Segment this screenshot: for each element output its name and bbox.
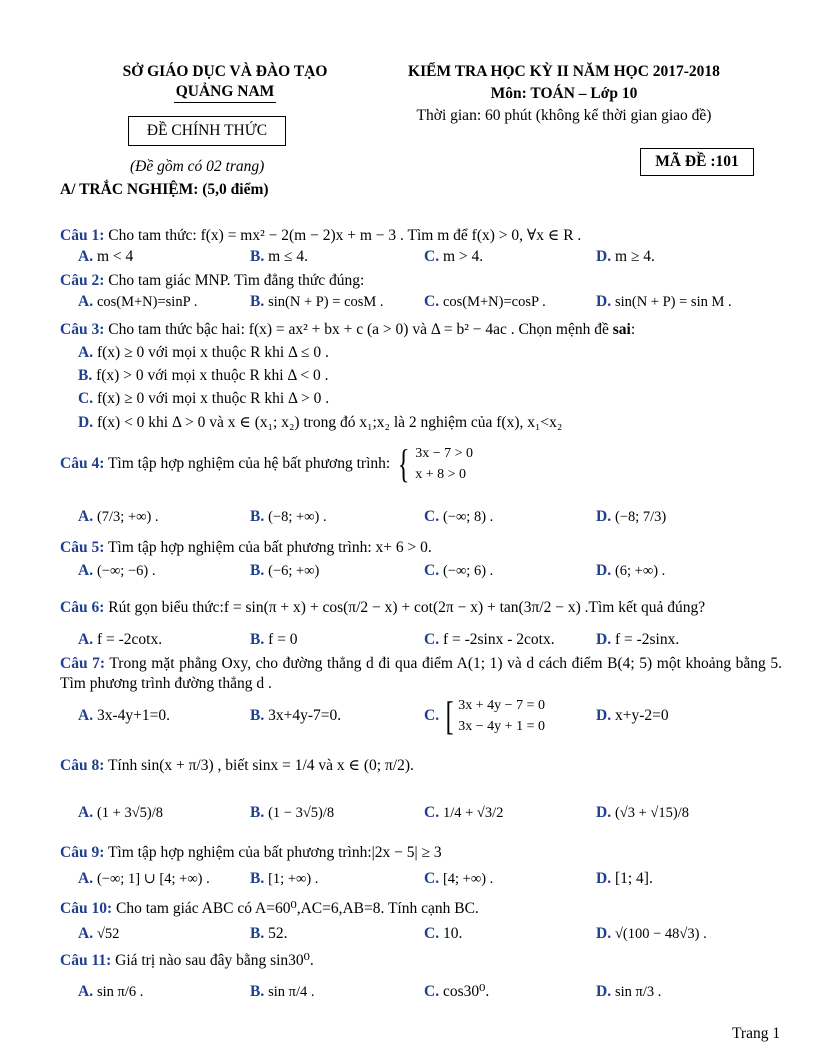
page-number: Trang 1 — [732, 1025, 781, 1042]
exam-subject: Môn: TOÁN – Lớp 10 — [490, 85, 638, 102]
option-b: B. 3x+4y-7=0. — [250, 707, 342, 724]
section-heading: A/ TRẮC NGHIỆM: (5,0 điểm) — [60, 181, 269, 198]
option-d: D. (√3 + √15)/8 — [596, 804, 689, 821]
exam-code: MÃ ĐỀ :101 — [655, 153, 739, 170]
pages-note: (Đề gồm có 02 trang) — [130, 158, 265, 175]
option-b: B. f = 0 — [250, 631, 298, 648]
option-d: D. [1; 4]. — [596, 870, 653, 887]
option-b: B. 52. — [250, 925, 288, 942]
option-d: D. f(x) < 0 khi Δ > 0 và x ∈ (x₁; x₂) trong đó x₁;x₂ là 2 nghiệm của f(x), x₁<x₂ — [78, 414, 563, 431]
option-d: D. f = -2sinx. — [596, 631, 680, 648]
question-2: Câu 2: Cho tam giác MNP. Tìm đẳng thức đúng: — [60, 272, 365, 289]
question-3: Câu 3: Cho tam thức bậc hai: f(x) = ax² + bx + c (a > 0) và Δ = b² − 4ac . Chọn mệnh đề sai: — [60, 321, 636, 338]
option-c: C. [4; +∞) . — [424, 870, 494, 887]
option-a: A. √52 — [78, 925, 120, 942]
department-line1: SỞ GIÁO DỤC VÀ ĐÀO TẠO — [122, 63, 328, 80]
option-c: C. m > 4. — [424, 248, 484, 265]
question-8: Câu 8: Tính sin(x + π/3) , biết sinx = 1/4 và x ∈ (0; π/2). — [60, 757, 414, 774]
question-6: Câu 6: Rút gọn biểu thức:f = sin(π + x) + cos(π/2 − x) + cot(2π − x) + tan(3π/2 − x) .Tìm kết quả đúng? — [60, 599, 706, 616]
option-c: C. f(x) ≥ 0 với mọi x thuộc R khi Δ > 0 . — [78, 390, 330, 407]
option-a: A. f(x) ≥ 0 với mọi x thuộc R khi Δ ≤ 0 . — [78, 344, 329, 361]
option-a: A. (−∞; 1] ∪ [4; +∞) . — [78, 870, 210, 887]
option-d: D. m ≥ 4. — [596, 248, 655, 265]
question-1 — [60, 226, 782, 246]
question-label: Câu 1: — [60, 227, 105, 244]
exam-code-box — [640, 148, 754, 176]
option-b: B. f(x) > 0 với mọi x thuộc R khi Δ < 0 . — [78, 367, 329, 384]
exam-duration: Thời gian: 60 phút (không kể thời gian giao đề) — [416, 107, 712, 124]
option-d: D. sin(N + P) = sin M . — [596, 293, 732, 310]
option-d: D. (6; +∞) . — [596, 562, 666, 579]
option-b: B. (−6; +∞) — [250, 562, 320, 579]
question-7: Câu 7: Trong mặt phẳng Oxy, cho đường thẳng d đi qua điểm A(1; 1) và d cách điểm B(4; 5) một khoảng bằng 5. Tìm phương trình đường thẳng d . — [60, 655, 782, 692]
official-label: ĐỀ CHÍNH THỨC — [146, 122, 268, 139]
question-text: Cho tam thức: f(x) = mx² − 2(m − 2)x + m − 3 . Tìm m để f(x) > 0, ∀x ∈ R . — [108, 227, 582, 244]
equation-system: [ 3x + 4y − 7 = 0 3x − 4y + 1 = 0 — [445, 693, 545, 739]
option-b: B. (1 − 3√5)/8 — [250, 804, 335, 821]
question-4: Câu 4: Tìm tập hợp nghiệm của hệ bất phương trình: { 3x − 7 > 0 x + 8 > 0 — [60, 441, 474, 487]
option-c: C. cos30⁰. — [424, 983, 490, 1000]
option-c: C. [ 3x + 4y − 7 = 0 3x − 4y + 1 = 0 — [424, 693, 545, 739]
department-line2: QUẢNG NAM — [174, 82, 277, 103]
option-d: D. sin π/3 . — [596, 983, 662, 1000]
option-a: A. (−∞; −6) . — [78, 562, 156, 579]
option-a: A. (1 + 3√5)/8 — [78, 804, 164, 821]
option-c: C. (−∞; 6) . — [424, 562, 494, 579]
option-d: D. x+y-2=0 — [596, 707, 669, 724]
question-10: Câu 10: Cho tam giác ABC có A=60⁰,AC=6,AB=8. Tính cạnh BC. — [60, 900, 479, 917]
option-a: A. sin π/6 . — [78, 983, 144, 1000]
option-b: B. m ≤ 4. — [250, 248, 309, 265]
question-11: Câu 11: Giá trị nào sau đây bằng sin30⁰. — [60, 952, 314, 969]
option-c: C. (−∞; 8) . — [424, 508, 494, 525]
option-b: B. sin(N + P) = cosM . — [250, 293, 384, 310]
option-a: A. cos(M+N)=sinP . — [78, 293, 198, 310]
option-a: A. f = -2cotx. — [78, 631, 163, 648]
option-b: B. (−8; +∞) . — [250, 508, 327, 525]
option-c: C. cos(M+N)=cosP . — [424, 293, 546, 310]
exam-title: KIỂM TRA HỌC KỲ II NĂM HỌC 2017-2018 — [408, 63, 720, 80]
option-b: B. sin π/4 . — [250, 983, 315, 1000]
department-name — [95, 62, 355, 103]
inequality-system: { 3x − 7 > 0 x + 8 > 0 — [397, 441, 474, 487]
option-c: C. 10. — [424, 925, 463, 942]
option-d: D. √(100 − 48√3) . — [596, 925, 707, 942]
option-d: D. (−8; 7/3) — [596, 508, 667, 525]
option-c: C. 1/4 + √3/2 — [424, 804, 504, 821]
option-b: B. [1; +∞) . — [250, 870, 319, 887]
question-9: Câu 9: Tìm tập hợp nghiệm của bất phương trình:|2x − 5| ≥ 3 — [60, 844, 442, 861]
option-a: A. 3x-4y+1=0. — [78, 707, 170, 724]
option-a: A. (7/3; +∞) . — [78, 508, 159, 525]
question-5: Câu 5: Tìm tập hợp nghiệm của bất phương trình: x+ 6 > 0. — [60, 539, 432, 556]
option-a: A. m < 4 — [78, 248, 134, 265]
option-c: C. f = -2sinx - 2cotx. — [424, 631, 555, 648]
official-label-box — [128, 116, 286, 146]
